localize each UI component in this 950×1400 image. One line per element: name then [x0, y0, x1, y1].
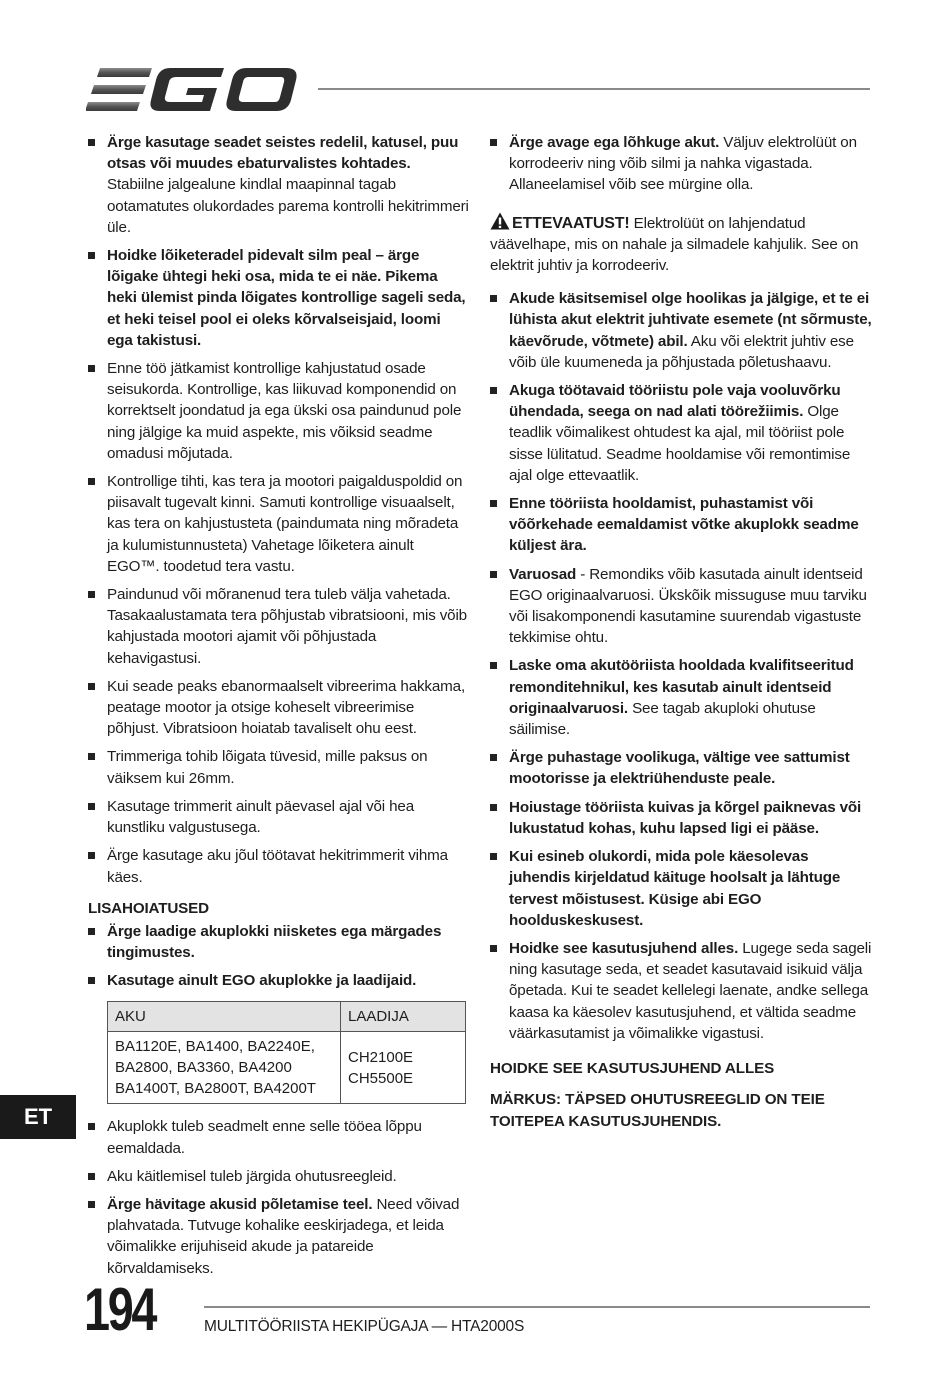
- note-heading: MÄRKUS: TÄPSED OHUTUSREEGLID ON TEIE TOITEPEA KASUTUSJUHENDIS.: [490, 1091, 825, 1130]
- bullet-square-icon: [88, 139, 95, 146]
- bullet-square-icon: [490, 945, 497, 952]
- table-header-battery: AKU: [108, 1002, 341, 1032]
- bullet-square-icon: [88, 252, 95, 259]
- battery-line: BA1120E, BA1400, BA2240E,: [115, 1038, 315, 1056]
- bullet-square-icon: [88, 803, 95, 810]
- caution-text: Elektrolüüt on lahjendatud väävelhape, mis on nahale ja silmadele kahjulik. See on elektrit juhtiv ja korrodeeriv.: [490, 214, 859, 275]
- bullet-text: Kasutage trimmerit ainult päevasel ajal või hea kunstliku valgustusega.: [107, 797, 414, 837]
- bullet-text: See tagab akuploki ohutuse säilimise.: [509, 699, 816, 739]
- warning-triangle-icon: [490, 212, 510, 230]
- bullet-text: Olge teadlik võimalikest ohtudest ka ajal, mil tööriist pole sisse lülitatud. Seadme hooldamise või remontimise ajal olge ettevaatlik.: [509, 403, 851, 484]
- bullet-square-icon: [88, 1123, 95, 1130]
- bullet-square-icon: [88, 683, 95, 690]
- language-tab: ET: [0, 1095, 76, 1139]
- bullet-square-icon: [88, 1173, 95, 1180]
- list-item: [490, 288, 872, 373]
- bullet-square-icon: [88, 928, 95, 935]
- caution-notice: [490, 212, 872, 277]
- bullet-square-icon: [490, 571, 497, 578]
- bullet-square-icon: [88, 591, 95, 598]
- bullet-text: Ärge kasutage aku jõul töötavat hekitrimmerit vihma käes.: [107, 847, 448, 886]
- list-item: [88, 676, 470, 740]
- bullet-text: Enne töö jätkamist kontrollige kahjustatud osade seisukorda. Kontrollige, kas liikuvad komponendid on korrektselt joondatud ja ega ükski osa paindunud pole ning jälgige ka muid aspekte, mis võiksid seadme omadusi mõjutada.: [107, 360, 462, 462]
- bullet-bold-text: Hoidke see kasutusjuhend alles.: [509, 939, 739, 957]
- bullet-text: Paindunud või mõranenud tera tuleb välja vahetada. Tasakaalustamata tera põhjustab vibratsiooni, mis võib kahjustada mootori ajamit või põhjustada kehavigastusi.: [107, 586, 467, 667]
- list-item: [490, 797, 872, 839]
- battery-charger-table: [107, 1001, 466, 1104]
- bullet-bold-text: Kasutage ainult EGO akuplokke ja laadijaid.: [107, 972, 417, 990]
- caution-label: ETTEVAATUST!: [512, 214, 630, 232]
- bullet-text: Trimmeriga tohib lõigata tüvesid, mille paksus on väiksem kui 26mm.: [107, 748, 428, 787]
- bullet-bold-text: Ärge hävitage akusid põletamise teel.: [107, 1195, 373, 1213]
- list-item: [88, 132, 470, 238]
- bullet-square-icon: [88, 1201, 95, 1208]
- right-column: [490, 132, 872, 1132]
- bullet-square-icon: [88, 977, 95, 984]
- bullet-bold-text: Ärge kasutage seadet seistes redelil, katusel, puu otsas või muudes ebaturvalistes kohtades.: [107, 134, 459, 173]
- list-item: [88, 471, 470, 577]
- bullet-text: Akuplokk tuleb seadmelt enne selle tööea lõppu eemaldada.: [107, 1118, 422, 1157]
- table-row: [108, 1032, 466, 1104]
- list-item: [88, 358, 470, 464]
- bullet-square-icon: [490, 853, 497, 860]
- bullet-text: Stabiilne jalgealune kindlal maapinnal tagab ootamatutes olukordades parema kontrolli hekitrimmeri üle.: [107, 176, 469, 236]
- list-item: [88, 1166, 470, 1187]
- footer-rule: [204, 1306, 870, 1308]
- bullet-square-icon: [88, 478, 95, 485]
- list-item: [88, 245, 470, 351]
- list-item: [490, 938, 872, 1044]
- section-heading: LISAHOIATUSED: [88, 899, 209, 917]
- bullet-square-icon: [490, 500, 497, 507]
- list-item: [490, 380, 872, 486]
- bullet-bold-text: Hoiustage tööriista kuivas ja kõrgel paiknevas või lukustatud kohas, kuhu lapsed ligi ei pääse.: [509, 798, 862, 837]
- keep-manual-heading: HOIDKE SEE KASUTUSJUHEND ALLES: [490, 1059, 775, 1077]
- list-item: [490, 655, 872, 740]
- list-item: [490, 564, 872, 649]
- bullet-square-icon: [490, 804, 497, 811]
- bullet-bold-text: Varuosad: [509, 565, 577, 583]
- bullet-bold-text: Ärge puhastage voolikuga, vältige vee sattumist mootorisse ja elektriühenduste peale.: [509, 749, 850, 788]
- bullet-text: - Remondiks võib kasutada ainult identseid EGO originaalvaruosi. Ükskõik missuguse muu tarviku või lisakomponendi kasutamine suurendab vigastuste tekkimise ohtu.: [509, 565, 867, 647]
- table-header-charger: LAADIJA: [341, 1002, 466, 1032]
- battery-line: BA1400T, BA2800T, BA4200T: [115, 1080, 316, 1098]
- bullet-square-icon: [88, 852, 95, 859]
- page-number: 194: [84, 1276, 156, 1343]
- bullet-text: Väljuv elektrolüüt on korrodeeriv ning võib silmi ja nahka vigastada. Allaneelamisel võib see mürgine olla.: [509, 134, 857, 194]
- list-item: [88, 1116, 470, 1158]
- bullet-bold-text: Akuga töötavaid tööriistu pole vaja vooluvõrku ühendada, seega on nad alati töörežiimis.: [509, 382, 841, 421]
- list-item: [88, 796, 470, 838]
- bullet-square-icon: [490, 754, 497, 761]
- bullet-square-icon: [490, 662, 497, 669]
- bullet-text: Need võivad plahvatada. Tutvuge kohalike eeskirjadega, et leida võimalikke erijuhiseid akude ja patareide kõrvaldamiseks.: [107, 1195, 460, 1277]
- bullet-text: Kui seade peaks ebanormaalselt vibreerima hakkama, peatage mootor ja otsige koheselt vibreerimise põhjust. Vibratsioon hoiatab tavaliselt ohu eest.: [107, 677, 466, 738]
- charger-line: CH5500E: [348, 1069, 414, 1087]
- list-item: [88, 1194, 470, 1279]
- list-item: [490, 747, 872, 789]
- list-item: [490, 846, 872, 931]
- bullet-text: Aku või elektrit juhtiv ese võib üle kuumeneda ja põhjustada põletushaavu.: [509, 332, 854, 371]
- list-item: [88, 921, 470, 963]
- bullet-square-icon: [88, 753, 95, 760]
- header-rule: [318, 88, 870, 90]
- bullet-bold-text: Akude käsitsemisel olge hoolikas ja jälgige, et te ei lühista akut elektrit juhtivate esemete (nt sõrmuste, käevõrude, võtmete) abil.: [509, 290, 872, 350]
- bullet-bold-text: Ärge avage ega lõhkuge akut.: [509, 134, 720, 151]
- battery-line: BA2800, BA3360, BA4200: [115, 1059, 292, 1077]
- charger-line: CH2100E: [348, 1048, 414, 1066]
- bullet-text: Aku käitlemisel tuleb järgida ohutusreegleid.: [107, 1167, 397, 1185]
- bullet-square-icon: [490, 295, 497, 302]
- bullet-bold-text: Laske oma akutööriista hooldada kvalifitseeritud remonditehnikul, kes kasutab ainult identseid originaalvaruosi.: [509, 657, 854, 717]
- bullet-text: Kontrollige tihti, kas tera ja mootori paigalduspoldid on piisavalt tugevalt kinni. Samuti kontrollige visuaalselt, kas tera on kahjustusteta (paindumata ning mõradeta ja kulumistunnusteta) Vahetage lõiketera ainult EGO™. toodetud tera vastu.: [107, 473, 463, 575]
- list-item: [88, 584, 470, 669]
- list-item: [490, 132, 872, 196]
- list-item: [88, 746, 470, 788]
- bullet-text: Lugege seda sageli ning kasutage seda, et seadet kasutavaid isikuid välja õpetada. Kui te seadet kellelegi laenate, andke sellega kaasa ka käesolev kasutusjuhend, et vältida seadme väärkasutamist ja võimalikke vigastusi.: [509, 939, 872, 1042]
- list-item: [88, 970, 470, 991]
- bullet-square-icon: [88, 365, 95, 372]
- ego-logo: [86, 64, 298, 114]
- left-column: [88, 132, 470, 1286]
- bullet-square-icon: [490, 139, 497, 146]
- bullet-bold-text: Ärge laadige akuplokki niisketes ega märgades tingimustes.: [107, 922, 442, 961]
- bullet-bold-text: Kui esineb olukordi, mida pole käesolevas juhendis kirjeldatud käituge hoolsalt ja lähtuge tervest mõistusest. Küsige abi EGO hoolduskeskusest.: [509, 848, 841, 929]
- table-header-row: [108, 1002, 466, 1032]
- footer-title: MULTITÖÖRIISTA HEKIPÜGAJA — HTA2000S: [204, 1318, 525, 1335]
- table-cell-chargers: [341, 1032, 466, 1104]
- bullet-bold-text: Hoidke lõiketeradel pidevalt silm peal – ärge lõigake ühtegi heki osa, mida te ei näe. Pikema heki ülemist pinda lõigates kontrollige sageli seda, et heki teisel pool ei oleks kõrvalseisjaid, loomi ega takistusi.: [107, 247, 466, 349]
- list-item: [88, 845, 470, 887]
- bullet-square-icon: [490, 387, 497, 394]
- list-item: [490, 493, 872, 557]
- table-cell-batteries: [108, 1032, 341, 1104]
- bullet-bold-text: Enne tööriista hooldamist, puhastamist või võõrkehade eemaldamist võtke akuplokk seadme küljest ära.: [509, 495, 859, 555]
